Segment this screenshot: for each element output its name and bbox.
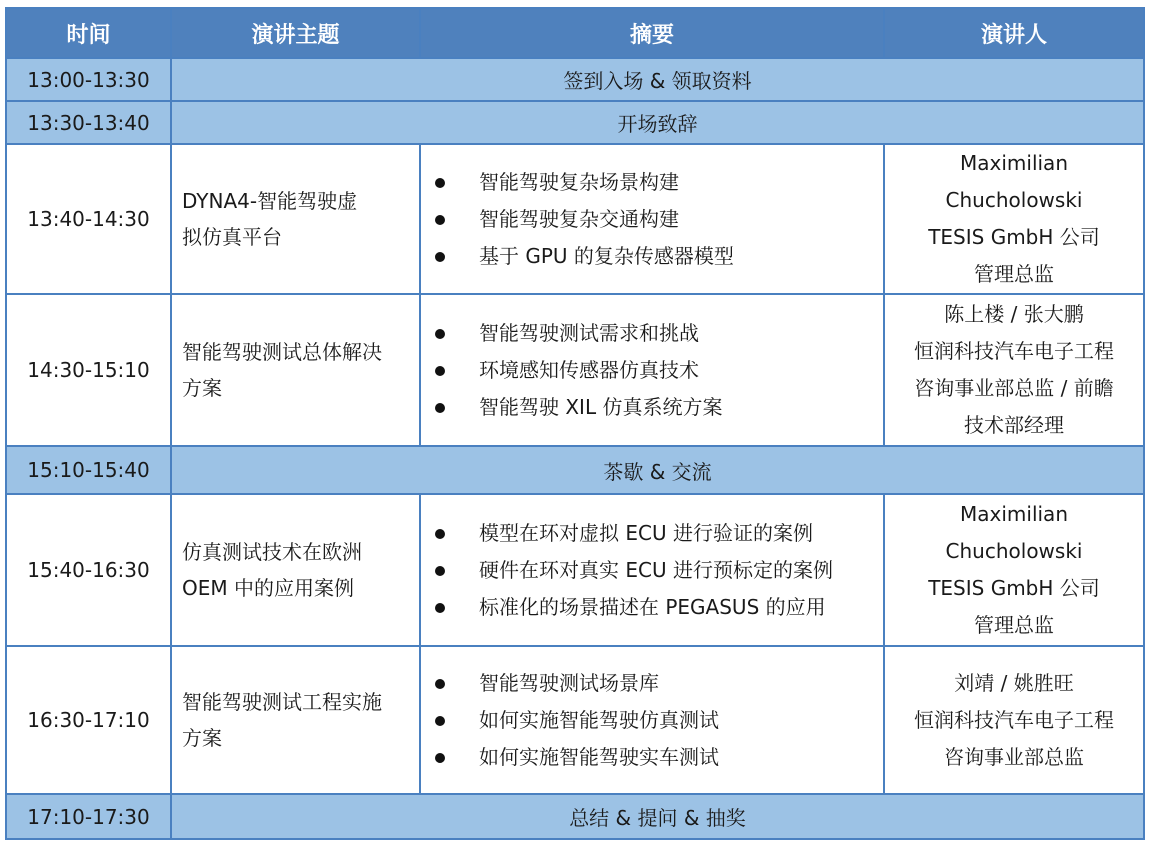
bullet-dot-icon xyxy=(435,716,445,726)
talk-topic xyxy=(171,294,420,446)
agenda-row-break xyxy=(6,446,1144,494)
speaker-line: 咨询事业部总监 / 前瞻 xyxy=(914,376,1114,400)
abstract-text: 标准化的场景描述在 PEGASUS 的应用 xyxy=(479,594,826,619)
abstract-item xyxy=(433,315,883,352)
abstract-item xyxy=(433,552,883,589)
row-time: 13:00-13:30 xyxy=(6,58,171,101)
row-time: 15:10-15:40 xyxy=(6,446,171,494)
agenda-row-talk xyxy=(6,294,1144,446)
talk-topic xyxy=(171,144,420,294)
abstract-item xyxy=(433,201,883,238)
agenda-row-closing xyxy=(6,794,1144,839)
bullet-dot-icon xyxy=(435,403,445,413)
abstract-text: 智能驾驶 XIL 仿真系统方案 xyxy=(479,394,723,419)
topic-line: 方案 xyxy=(182,726,222,750)
bullet-dot-icon xyxy=(435,566,445,576)
row-time: 13:40-14:30 xyxy=(6,144,171,294)
talk-speaker xyxy=(884,294,1144,446)
row-time: 17:10-17:30 xyxy=(6,794,171,839)
abstract-item xyxy=(433,739,883,776)
header-speaker: 演讲人 xyxy=(884,8,1144,58)
topic-line: 拟仿真平台 xyxy=(182,225,282,249)
abstract-text: 模型在环对虚拟 ECU 进行验证的案例 xyxy=(479,520,813,545)
bullet-dot-icon xyxy=(435,178,445,188)
bullet-dot-icon xyxy=(435,252,445,262)
talk-abstract xyxy=(420,494,884,646)
talk-abstract xyxy=(420,294,884,446)
speaker-line: 咨询事业部总监 xyxy=(944,744,1084,769)
row-event: 签到入场 & 领取资料 xyxy=(171,58,1144,101)
bullet-dot-icon xyxy=(435,366,445,376)
row-event: 茶歇 & 交流 xyxy=(171,446,1144,494)
row-time: 13:30-13:40 xyxy=(6,101,171,144)
talk-speaker xyxy=(884,144,1144,294)
abstract-text: 智能驾驶测试场景库 xyxy=(479,670,659,695)
speaker-line: Maximilian xyxy=(960,502,1068,526)
row-time: 14:30-15:10 xyxy=(6,294,171,446)
bullet-dot-icon xyxy=(435,529,445,539)
speaker-line: 陈上楼 / 张大鹏 xyxy=(944,302,1084,326)
abstract-text: 如何实施智能驾驶实车测试 xyxy=(479,744,719,769)
talk-topic xyxy=(171,646,420,794)
bullet-dot-icon xyxy=(435,329,445,339)
agenda-row-talk xyxy=(6,494,1144,646)
row-time: 15:40-16:30 xyxy=(6,494,171,646)
abstract-text: 智能驾驶测试需求和挑战 xyxy=(479,320,699,345)
header-abstract: 摘要 xyxy=(420,8,884,58)
bullet-dot-icon xyxy=(435,753,445,763)
talk-abstract xyxy=(420,646,884,794)
bullet-dot-icon xyxy=(435,603,445,613)
abstract-item xyxy=(433,702,883,739)
talk-abstract xyxy=(420,144,884,294)
topic-line: 智能驾驶测试总体解决 xyxy=(182,340,382,364)
abstract-item xyxy=(433,352,883,389)
speaker-line: 管理总监 xyxy=(974,262,1054,286)
abstract-item xyxy=(433,389,883,426)
speaker-line: Maximilian xyxy=(960,151,1068,175)
speaker-line: 管理总监 xyxy=(974,613,1054,637)
abstract-item xyxy=(433,238,883,275)
row-time: 16:30-17:10 xyxy=(6,646,171,794)
talk-topic xyxy=(171,494,420,646)
talk-speaker xyxy=(884,646,1144,794)
agenda-row-talk xyxy=(6,144,1144,294)
speaker-line: Chucholowski xyxy=(945,539,1083,563)
abstract-text: 如何实施智能驾驶仿真测试 xyxy=(479,707,719,732)
agenda-row-talk xyxy=(6,646,1144,794)
header-row xyxy=(6,8,1144,58)
agenda-table xyxy=(5,7,1145,840)
speaker-line: TESIS GmbH 公司 xyxy=(928,576,1100,600)
header-time: 时间 xyxy=(6,8,171,58)
speaker-line: Chucholowski xyxy=(945,188,1083,212)
speaker-line: 技术部经理 xyxy=(964,413,1064,437)
topic-line: OEM 中的应用案例 xyxy=(182,576,354,600)
abstract-item xyxy=(433,665,883,702)
topic-line: DYNA4-智能驾驶虚 xyxy=(182,189,358,213)
abstract-item xyxy=(433,164,883,201)
abstract-text: 智能驾驶复杂交通构建 xyxy=(479,206,679,231)
abstract-text: 智能驾驶复杂场景构建 xyxy=(479,169,679,194)
speaker-line: TESIS GmbH 公司 xyxy=(928,225,1100,249)
row-event: 总结 & 提问 & 抽奖 xyxy=(171,794,1144,839)
topic-line: 方案 xyxy=(182,376,222,400)
abstract-item xyxy=(433,589,883,626)
speaker-line: 恒润科技汽车电子工程 xyxy=(914,339,1114,363)
speaker-line: 刘靖 / 姚胜旺 xyxy=(954,670,1074,695)
agenda-row-opening xyxy=(6,101,1144,144)
talk-speaker xyxy=(884,494,1144,646)
header-topic: 演讲主题 xyxy=(171,8,420,58)
abstract-text: 硬件在环对真实 ECU 进行预标定的案例 xyxy=(479,557,833,582)
abstract-text: 基于 GPU 的复杂传感器模型 xyxy=(479,243,734,268)
speaker-line: 恒润科技汽车电子工程 xyxy=(914,707,1114,732)
topic-line: 智能驾驶测试工程实施 xyxy=(182,690,382,714)
abstract-item xyxy=(433,515,883,552)
bullet-dot-icon xyxy=(435,679,445,689)
agenda-row-checkin xyxy=(6,58,1144,101)
abstract-text: 环境感知传感器仿真技术 xyxy=(479,357,699,382)
bullet-dot-icon xyxy=(435,215,445,225)
row-event: 开场致辞 xyxy=(171,101,1144,144)
topic-line: 仿真测试技术在欧洲 xyxy=(182,540,362,564)
